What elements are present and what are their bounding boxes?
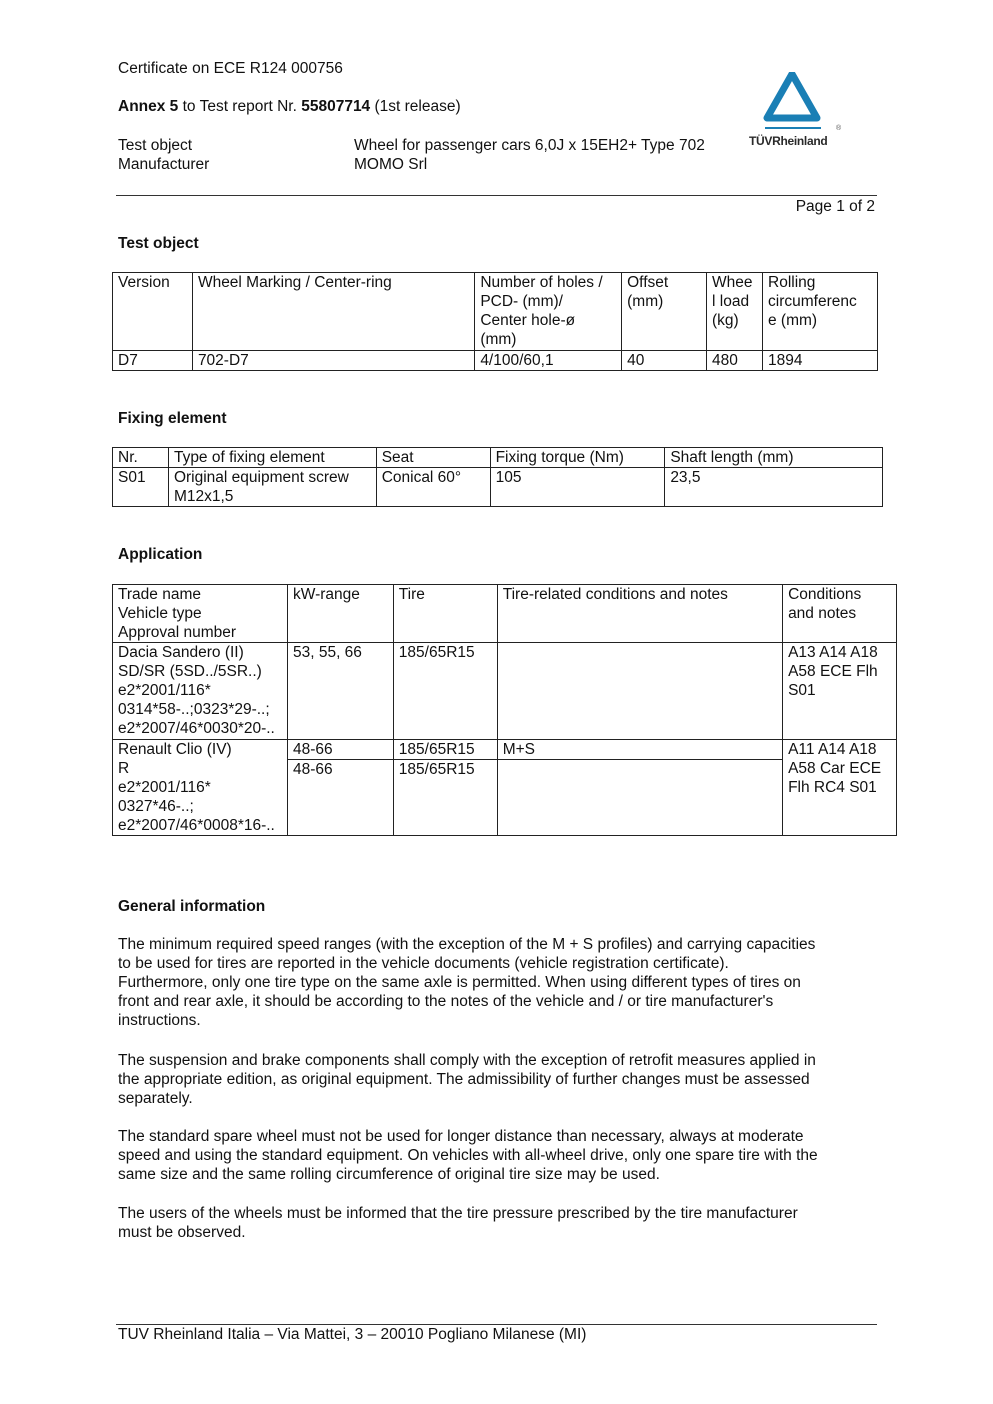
header-divider bbox=[116, 195, 877, 196]
general-paragraph-3 bbox=[118, 1127, 878, 1184]
fixing-element-table bbox=[112, 447, 883, 507]
renault-cond-l1: A11 A14 A18 bbox=[788, 741, 877, 758]
header-load bbox=[707, 273, 763, 351]
section-application: Application bbox=[118, 546, 203, 563]
header-load-l2: l load bbox=[712, 293, 750, 310]
header-holes-l4: (mm) bbox=[480, 331, 517, 348]
manufacturer-label: Manufacturer bbox=[118, 156, 210, 173]
manufacturer-value: MOMO Srl bbox=[354, 156, 428, 173]
header-holes bbox=[475, 273, 622, 351]
header-version: Version bbox=[113, 273, 193, 351]
header-kw: kW-range bbox=[287, 585, 393, 643]
test-object-value: Wheel for passenger cars 6,0J x 15EH2+ Type 702 bbox=[354, 137, 705, 154]
cell-renault-kw-1: 48-66 bbox=[287, 740, 393, 760]
cell-renault-notes-1: M+S bbox=[497, 740, 782, 760]
cell-dacia-vehicle bbox=[113, 643, 288, 740]
p4-line-1: The users of the wheels must be informed that the tire pressure prescribed by the tire manufacturer bbox=[118, 1205, 798, 1222]
dacia-l4: 0314*58-..;0323*29-..; bbox=[118, 701, 270, 718]
p2-line-3: separately. bbox=[118, 1090, 193, 1107]
annex-mid: to Test report Nr. bbox=[178, 98, 302, 115]
section-general-information: General information bbox=[118, 898, 266, 915]
dacia-l5: e2*2007/46*0030*20-.. bbox=[118, 720, 275, 737]
header-seat: Seat bbox=[376, 448, 490, 468]
cell-shaft: 23,5 bbox=[665, 468, 883, 507]
header-trade-l1: Trade name bbox=[118, 586, 201, 603]
table-header-row bbox=[113, 585, 897, 643]
header-holes-l3: Center hole-ø bbox=[480, 312, 576, 329]
dacia-cond-l3: S01 bbox=[788, 682, 816, 699]
application-table bbox=[112, 584, 897, 836]
renault-cond-l3: Flh RC4 S01 bbox=[788, 779, 877, 796]
dacia-cond-l1: A13 A14 A18 bbox=[788, 644, 878, 661]
cell-renault-tire-2: 185/65R15 bbox=[393, 760, 497, 836]
cell-type-l1: Original equipment screw bbox=[173, 469, 349, 486]
cell-dacia-kw: 53, 55, 66 bbox=[287, 643, 393, 740]
p3-line-2: speed and using the standard equipment. On vehicles with all-wheel drive, only one spare tire with the bbox=[118, 1147, 818, 1164]
header-torque: Fixing torque (Nm) bbox=[490, 448, 665, 468]
header-rolling bbox=[763, 273, 878, 351]
cell-type bbox=[168, 468, 376, 507]
p2-line-2: the appropriate edition, as original equipment. The admissibility of further changes must be assessed bbox=[118, 1071, 810, 1088]
cell-load: 480 bbox=[707, 351, 763, 371]
cell-dacia-conditions bbox=[783, 643, 897, 740]
table-row bbox=[113, 468, 883, 507]
renault-l1: Renault Clio (IV) bbox=[118, 741, 232, 758]
header-rolling-l1: Rolling bbox=[768, 274, 816, 291]
footer-address: TUV Rheinland Italia – Via Mattei, 3 – 20010 Pogliano Milanese (MI) bbox=[118, 1326, 587, 1343]
cell-dacia-tire: 185/65R15 bbox=[393, 643, 497, 740]
test-object-label: Test object bbox=[118, 137, 193, 154]
cell-renault-vehicle bbox=[113, 740, 288, 836]
header-load-l1: Whee bbox=[712, 274, 753, 291]
annex-label: Annex 5 bbox=[118, 98, 179, 115]
p1-line-4: front and rear axle, it should be according to the notes of the vehicle and / or tire manufacturer's bbox=[118, 993, 774, 1010]
header-holes-l1: Number of holes / bbox=[480, 274, 603, 291]
p1-line-2: to be used for tires are reported in the vehicle documents (vehicle registration certificate). bbox=[118, 955, 729, 972]
renault-l4: 0327*46-..; bbox=[118, 798, 194, 815]
general-paragraph-2 bbox=[118, 1051, 878, 1108]
renault-cond-l2: A58 Car ECE bbox=[788, 760, 882, 777]
cell-rolling: 1894 bbox=[763, 351, 878, 371]
cell-nr: S01 bbox=[113, 468, 169, 507]
table-row bbox=[113, 351, 878, 371]
page-indicator: Page 1 of 2 bbox=[795, 198, 875, 215]
header-offset-l1: Offset bbox=[627, 274, 669, 291]
header-trade bbox=[113, 585, 288, 643]
dacia-cond-l2: A58 ECE Flh bbox=[788, 663, 878, 680]
p1-line-1: The minimum required speed ranges (with the exception of the M + S profiles) and carrying capacities bbox=[118, 936, 816, 953]
p3-line-1: The standard spare wheel must not be used for longer distance than necessary, always at moderate bbox=[118, 1128, 804, 1145]
section-test-object: Test object bbox=[118, 235, 199, 252]
cell-renault-tire-1: 185/65R15 bbox=[393, 740, 497, 760]
renault-l3: e2*2001/116* bbox=[118, 779, 211, 796]
general-paragraph-4 bbox=[118, 1204, 878, 1242]
tuv-logo bbox=[747, 72, 845, 152]
annex-line bbox=[118, 97, 461, 116]
header-type: Type of fixing element bbox=[168, 448, 376, 468]
svg-text:®: ® bbox=[836, 125, 842, 132]
report-number: 55807714 bbox=[301, 98, 371, 115]
p2-line-1: The suspension and brake components shall comply with the exception of retrofit measures applied in bbox=[118, 1052, 816, 1069]
renault-l2: R bbox=[118, 760, 130, 777]
header-marking: Wheel Marking / Center-ring bbox=[192, 273, 474, 351]
renault-l5: e2*2007/46*0008*16-.. bbox=[118, 817, 275, 834]
header-cond-l2: and notes bbox=[788, 605, 857, 622]
header-rolling-l2: circumferenc bbox=[768, 293, 857, 310]
cell-marking: 702-D7 bbox=[192, 351, 474, 371]
cell-renault-kw-2: 48-66 bbox=[287, 760, 393, 836]
header-offset bbox=[622, 273, 707, 351]
header-holes-l2: PCD- (mm)/ bbox=[480, 293, 563, 310]
header-rolling-l3: e (mm) bbox=[768, 312, 818, 329]
header-trade-l2: Vehicle type bbox=[118, 605, 202, 622]
release-label: (1st release) bbox=[370, 98, 461, 115]
test-object-table bbox=[112, 272, 878, 371]
table-header-row bbox=[113, 448, 883, 468]
section-fixing-element: Fixing element bbox=[118, 410, 227, 427]
p1-line-3: Furthermore, only one tire type on the same axle is permitted. When using different types of tires on bbox=[118, 974, 801, 991]
cell-torque: 105 bbox=[490, 468, 665, 507]
cell-renault-conditions bbox=[783, 740, 897, 836]
cell-renault-notes-2 bbox=[497, 760, 782, 836]
general-paragraph-1 bbox=[118, 935, 878, 1030]
p3-line-3: same size and the same rolling circumference of original tire size may be used. bbox=[118, 1166, 660, 1183]
header-trade-l3: Approval number bbox=[118, 624, 237, 641]
cell-holes: 4/100/60,1 bbox=[475, 351, 622, 371]
cell-offset: 40 bbox=[622, 351, 707, 371]
dacia-l3: e2*2001/116* bbox=[118, 682, 211, 699]
header-conditions bbox=[783, 585, 897, 643]
cell-type-l2: M12x1,5 bbox=[173, 488, 234, 505]
header-nr: Nr. bbox=[113, 448, 169, 468]
header-load-l3: (kg) bbox=[712, 312, 739, 329]
header-tire-notes: Tire-related conditions and notes bbox=[497, 585, 782, 643]
dacia-l1: Dacia Sandero (II) bbox=[118, 644, 244, 661]
header-shaft: Shaft length (mm) bbox=[665, 448, 883, 468]
table-row-dacia bbox=[113, 643, 897, 740]
p1-line-5: instructions. bbox=[118, 1012, 201, 1029]
cell-dacia-tire-notes bbox=[497, 643, 782, 740]
dacia-l2: SD/SR (5SD../5SR..) bbox=[118, 663, 262, 680]
header-cond-l1: Conditions bbox=[788, 586, 862, 603]
certificate-line: Certificate on ECE R124 000756 bbox=[118, 60, 343, 77]
table-row-renault-1 bbox=[113, 740, 897, 760]
table-header-row bbox=[113, 273, 878, 351]
header-offset-l2: (mm) bbox=[627, 293, 664, 310]
cell-seat: Conical 60° bbox=[376, 468, 490, 507]
logo-text: TÜVRheinland bbox=[749, 134, 828, 148]
header-tire: Tire bbox=[393, 585, 497, 643]
p4-line-2: must be observed. bbox=[118, 1224, 246, 1241]
cell-version: D7 bbox=[113, 351, 193, 371]
